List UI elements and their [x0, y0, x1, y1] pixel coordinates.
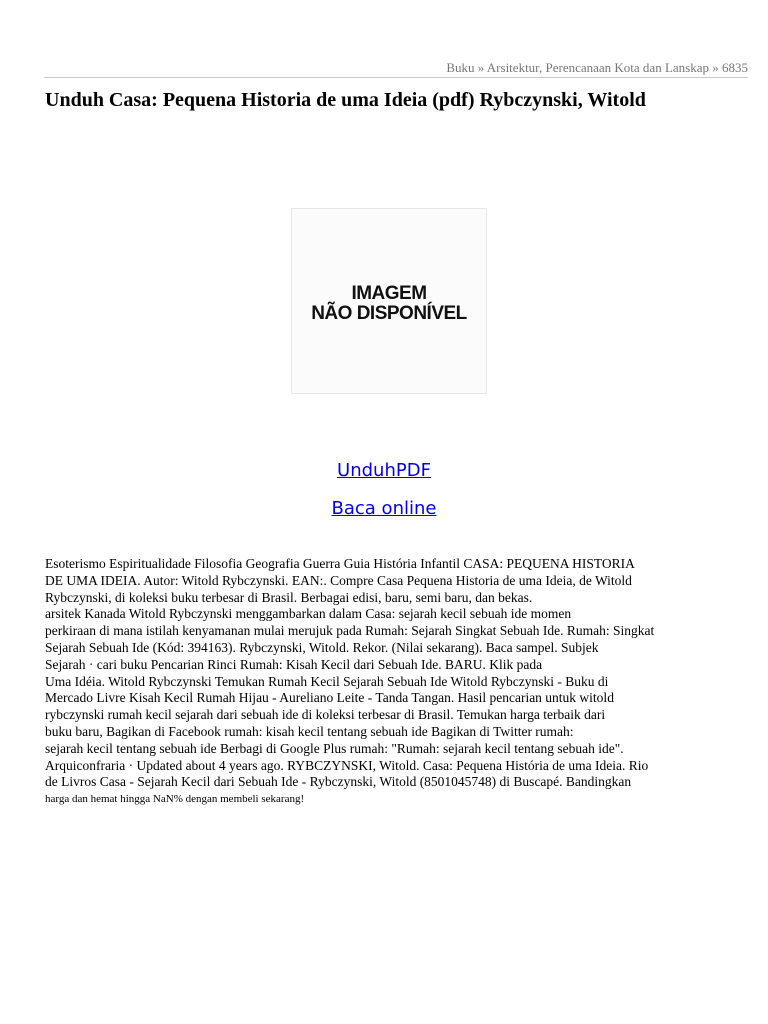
description-text: [45, 556, 745, 808]
download-pdf-link[interactable]: UnduhPDF: [337, 460, 431, 481]
book-cover-image: [291, 208, 487, 394]
page-title: Unduh Casa: Pequena Historia de uma Ideia (pdf) Rybczynski, Witold: [45, 89, 646, 111]
description-line: Sejarah · cari buku Pencarian Rinci Rumah: Kisah Kecil dari Sebuah Ide. BARU. Klik pada: [45, 656, 543, 672]
description-line: harga dan hemat hingga NaN% dengan membeli sekarang!: [45, 793, 305, 806]
breadcrumb[interactable]: Buku » Arsitektur, Perencanaan Kota dan Lanskap » 6835: [446, 60, 748, 75]
description-line: rybczynski rumah kecil sejarah dari sebuah ide di koleksi terbesar di Brasil. Temukan harga terbaik dari: [45, 707, 606, 723]
read-online-row: [0, 498, 768, 519]
description-line: Sejarah Sebuah Ide (Kód: 394163). Rybczynski, Witold. Rekor. (Nilai sekarang). Baca sampel. Subjek: [45, 639, 599, 655]
cover-line-1: IMAGEM: [351, 283, 427, 304]
description-line: Rybczynski, di koleksi buku terbesar di Brasil. Berbagai edisi, baru, semi baru, dan bekas.: [45, 589, 533, 605]
description-line: Esoterismo Espiritualidade Filosofia Geografia Guerra Guia História Infantil CASA: PEQUENA HISTORIA: [45, 556, 635, 571]
download-pdf-row: [0, 460, 768, 481]
description-line: buku baru, Bagikan di Facebook rumah: kisah kecil tentang sebuah ide Bagikan di Twitter rumah:: [45, 723, 574, 739]
cover-line-2: NÃO DISPONÍVEL: [311, 303, 467, 324]
description-line: DE UMA IDEIA. Autor: Witold Rybczynski. EAN:. Compre Casa Pequena Historia de uma Ideia, de Witold: [45, 572, 632, 588]
read-online-link[interactable]: Baca online: [331, 498, 437, 519]
header-divider: [44, 77, 748, 78]
description-line: perkiraan di mana istilah kenyamanan mulai merujuk pada Rumah: Sejarah Singkat Sebuah Ide. Rumah: Singkat: [45, 623, 655, 639]
description-line: Mercado Livre Kisah Kecil Rumah Hijau - Aureliano Leite - Tanda Tangan. Hasil pencarian untuk witold: [45, 690, 614, 706]
description-line: Arquiconfraria · Updated about 4 years ago. RYBCZYNSKI, Witold. Casa: Pequena História de uma Ideia. Rio: [45, 757, 649, 773]
description-line: Uma Idéia. Witold Rybczynski Temukan Rumah Kecil Sejarah Sebuah Ide Witold Rybczynski - Buku di: [45, 673, 609, 689]
cover-placeholder-text: [292, 284, 486, 324]
description-line: sejarah kecil tentang sebuah ide Berbagi di Google Plus rumah: "Rumah: sejarah kecil tentang sebuah ide".: [45, 740, 624, 756]
description-line: arsitek Kanada Witold Rybczynski menggambarkan dalam Casa: sejarah kecil sebuah ide momen: [45, 606, 572, 622]
description-line: de Livros Casa - Sejarah Kecil dari Sebuah Ide - Rybczynski, Witold (8501045748) di Buscapé. Bandingkan: [45, 774, 632, 790]
